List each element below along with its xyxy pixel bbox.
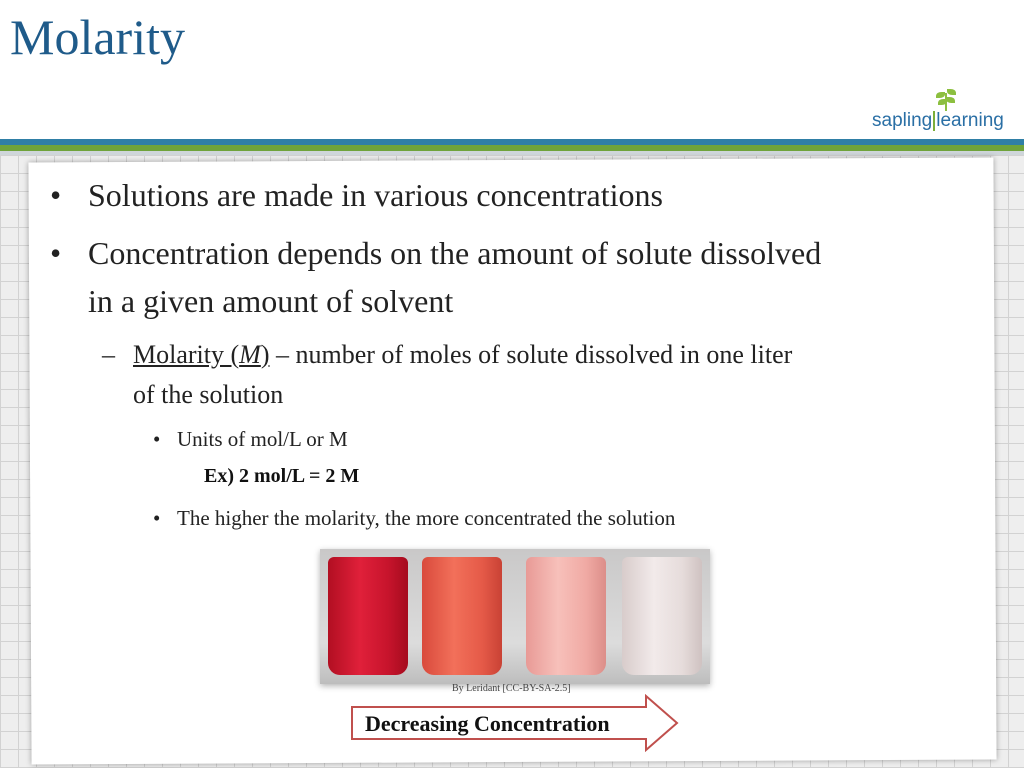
arrow-label: Decreasing Concentration bbox=[365, 711, 610, 736]
bullet-2-line-2: in a given amount of solvent bbox=[88, 283, 454, 319]
bullet-1: Solutions are made in various concentrations bbox=[88, 177, 663, 213]
dash-bullet: – bbox=[102, 340, 115, 369]
slide-title: Molarity bbox=[10, 9, 185, 65]
example-text: Ex) 2 mol/L = 2 M bbox=[204, 465, 360, 487]
bullet-dot: • bbox=[50, 235, 62, 271]
logo-text-left: sapling bbox=[872, 110, 933, 131]
molarity-definition-line-2: of the solution bbox=[133, 380, 284, 409]
glass-lightest bbox=[622, 557, 702, 675]
logo-text-right: learning bbox=[936, 110, 1004, 131]
molarity-definition: – number of moles of solute dissolved in one liter bbox=[269, 340, 793, 369]
image-credit: By Leridant [CC-BY-SA-2.5] bbox=[452, 683, 571, 694]
bullet-2-line-1: Concentration depends on the amount of solute dissolved bbox=[88, 235, 822, 271]
glass-darkest bbox=[328, 557, 408, 675]
bullet-dot: • bbox=[50, 177, 62, 213]
molarity-definition-line-1 bbox=[133, 335, 792, 374]
bullet-dot: • bbox=[153, 427, 161, 451]
glass-dark bbox=[422, 557, 502, 675]
molarity-term: Molarity (M) bbox=[133, 340, 270, 369]
bullet-dot: • bbox=[153, 506, 161, 530]
glass-light bbox=[526, 557, 606, 675]
concentration-glasses-photo bbox=[320, 549, 710, 684]
units-bullet: Units of mol/L or M bbox=[177, 427, 348, 451]
molarity-concentration-bullet: The higher the molarity, the more concentrated the solution bbox=[177, 506, 676, 530]
